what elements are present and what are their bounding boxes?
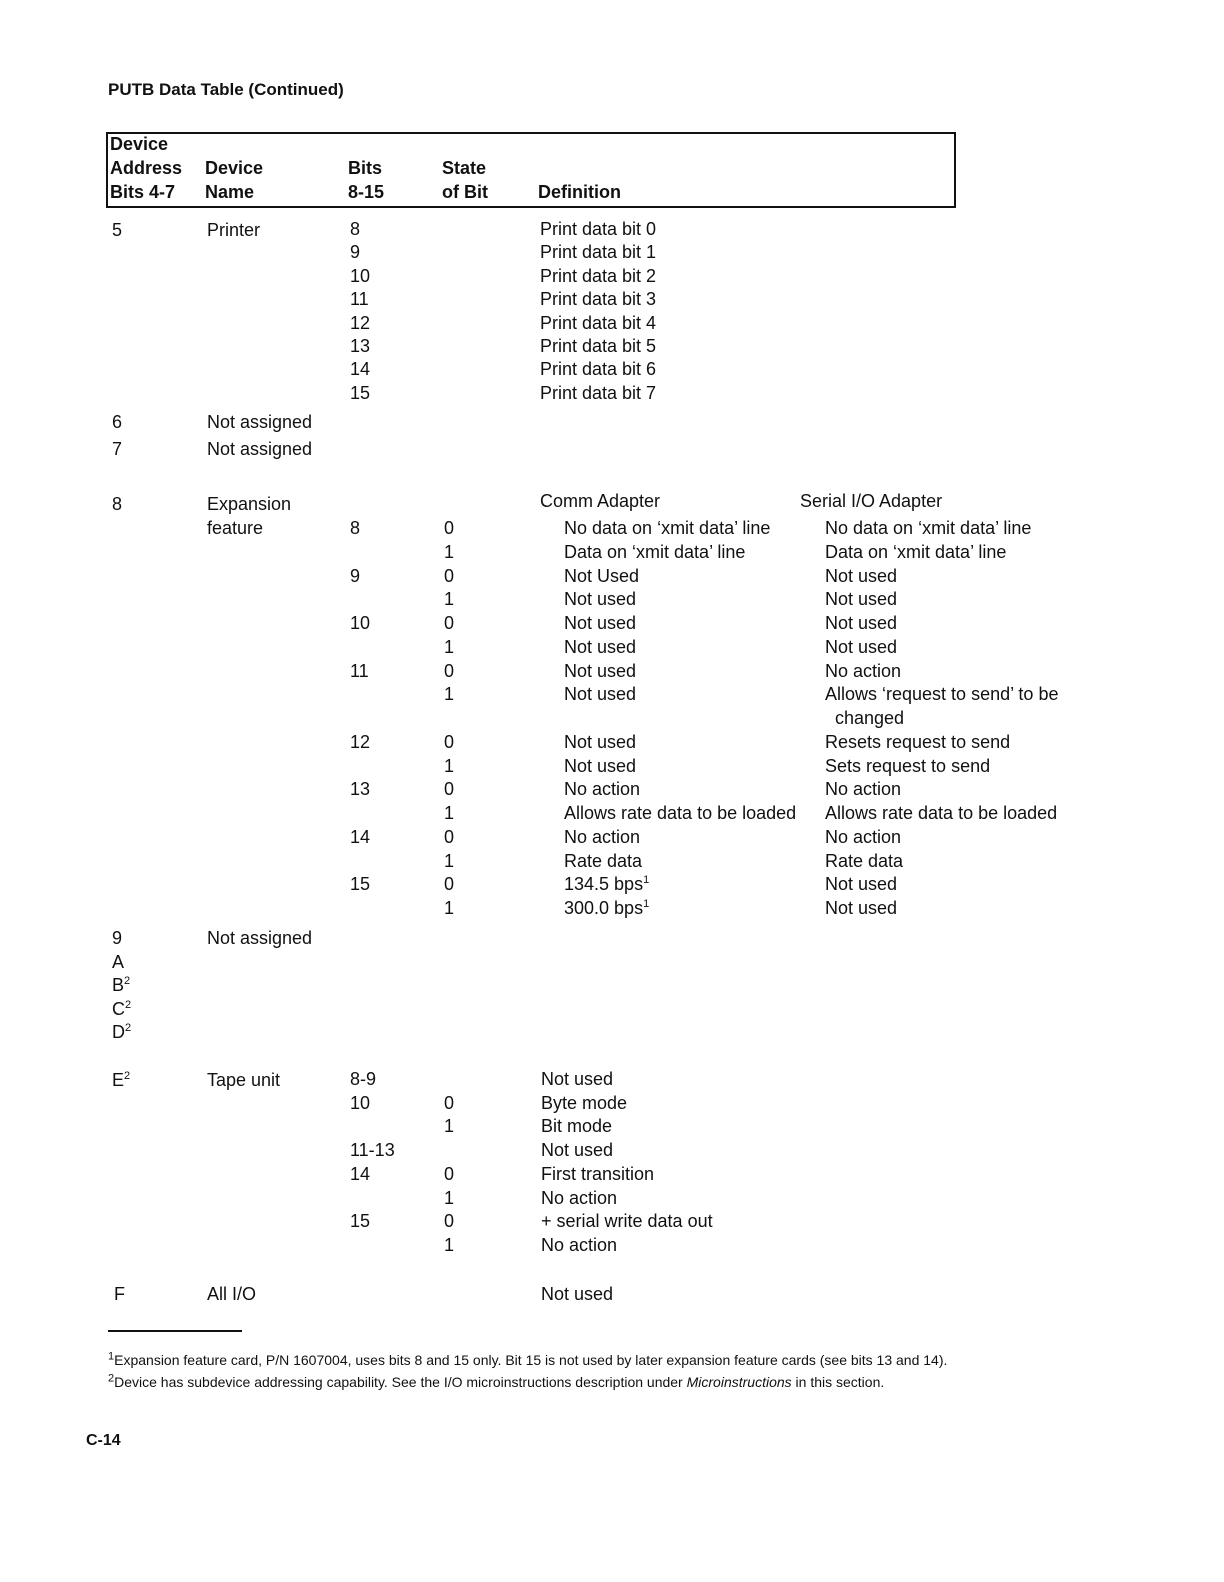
comm-definition: Not used <box>564 755 637 776</box>
device-name: Printer <box>207 220 261 240</box>
footnote-text: in this section. <box>791 1374 885 1390</box>
serial-definition: No data on ‘xmit data’ line <box>825 518 1032 538</box>
bit-state: 1 <box>444 1116 455 1137</box>
header-device-name: Device <box>205 158 264 178</box>
definition: Print data bit 3 <box>540 289 657 310</box>
bit-number: 13 <box>350 336 371 356</box>
header-device-address: Device <box>110 134 169 154</box>
footnote-1 <box>108 1352 947 1368</box>
header-bits: 8-15 <box>348 182 385 202</box>
header-definition: Definition <box>538 182 621 202</box>
comm-adapter-header: Comm Adapter <box>540 491 661 511</box>
serial-definition: Not used <box>825 636 898 657</box>
definition: Print data bit 5 <box>540 336 657 356</box>
footnote-ref: 2 <box>125 998 132 1011</box>
bit-state: 1 <box>444 1187 455 1208</box>
serial-definition: Data on ‘xmit data’ line <box>825 541 1007 562</box>
definition: Print data bit 0 <box>540 219 657 239</box>
comm-definition: Data on ‘xmit data’ line <box>564 541 746 562</box>
bit-number: 14 <box>350 1163 371 1184</box>
bit-state: 1 <box>444 755 455 776</box>
serial-definition: Resets request to send <box>825 731 1011 752</box>
bit-number: 13 <box>350 779 371 800</box>
bit-state: 1 <box>444 684 455 705</box>
bit-state: 0 <box>444 1092 455 1113</box>
bit-state: 0 <box>444 779 455 800</box>
bit-state: 1 <box>444 589 455 610</box>
footnote-rule <box>108 1330 242 1332</box>
bit-state: 1 <box>444 541 455 562</box>
header-device-address: Address <box>110 158 183 178</box>
comm-definition: Not used <box>564 684 637 705</box>
comm-definition: No action <box>564 826 641 847</box>
device-address-label: E <box>112 1070 125 1090</box>
serial-definition: Not used <box>825 565 898 586</box>
serial-definition: Not used <box>825 589 898 610</box>
comm-definition <box>564 897 649 919</box>
bit-number: 8-9 <box>350 1069 377 1089</box>
page-title: PUTB Data Table (Continued) <box>108 80 344 99</box>
comm-definition <box>564 873 649 895</box>
device-name: Not assigned <box>207 928 313 948</box>
device-address <box>112 998 131 1020</box>
footnote-2 <box>108 1374 884 1390</box>
comm-definition: No action <box>564 779 641 800</box>
device-address <box>112 951 124 973</box>
bit-state: 0 <box>444 1163 455 1184</box>
serial-definition: Not used <box>825 613 898 633</box>
device-address-label: A <box>112 951 125 972</box>
bit-number: 14 <box>350 826 371 847</box>
bit-number: 10 <box>350 265 371 286</box>
device-address: 7 <box>112 439 123 459</box>
definition: + serial write data out <box>541 1211 713 1232</box>
device-name: Not assigned <box>207 439 313 459</box>
bit-state: 0 <box>444 826 455 847</box>
definition: Print data bit 4 <box>540 312 657 333</box>
device-address <box>112 927 122 949</box>
bit-number: 15 <box>350 1211 371 1232</box>
comm-definition-text: 134.5 bps <box>564 874 644 895</box>
bit-number: 15 <box>350 874 371 895</box>
device-name: Not assigned <box>207 412 313 432</box>
bit-number: 8 <box>350 219 361 239</box>
bit-number: 11-13 <box>350 1140 395 1161</box>
definition: No action <box>541 1187 618 1208</box>
device-address: 8 <box>112 494 123 514</box>
bit-state: 1 <box>444 898 455 918</box>
comm-definition: Not used <box>564 731 637 752</box>
header-device-address: Bits 4-7 <box>110 182 176 202</box>
footnote-text: Expansion feature card, P/N 1607004, uses bits 8 and 15 only. Bit 15 is not used by later expansion feature cards (see bits 13 and 14). <box>114 1352 948 1368</box>
header-state-of-bit: of Bit <box>442 182 488 202</box>
serial-definition: Rate data <box>825 850 904 871</box>
serial-definition: Allows rate data to be loaded <box>825 803 1058 823</box>
header-bits: Bits <box>348 158 383 178</box>
device-address <box>112 974 130 996</box>
serial-definition: No action <box>825 779 902 800</box>
footnote-ref: 1 <box>643 898 650 910</box>
bit-state: 0 <box>444 613 455 633</box>
device-address <box>112 1021 131 1043</box>
serial-definition: No action <box>825 826 902 847</box>
definition: Bit mode <box>541 1116 613 1137</box>
serial-definition: Sets request to send <box>825 755 991 776</box>
bit-number: 10 <box>350 1092 371 1113</box>
bit-state: 1 <box>444 803 455 823</box>
definition: Not used <box>541 1140 614 1161</box>
definition: Not used <box>541 1069 614 1089</box>
bit-number: 11 <box>350 289 369 310</box>
footnote-mark: 2 <box>108 1372 115 1385</box>
bit-number: 14 <box>350 359 371 380</box>
device-name: All I/O <box>207 1284 257 1304</box>
bit-number: 9 <box>350 242 361 263</box>
comm-definition: Not used <box>564 636 637 657</box>
bit-number: 9 <box>350 565 361 586</box>
device-name: feature <box>207 518 264 538</box>
device-address: F <box>114 1284 125 1304</box>
comm-definition-text: 300.0 bps <box>564 898 644 918</box>
bit-number: 8 <box>350 518 361 538</box>
bit-state: 0 <box>444 518 455 538</box>
bit-number: 12 <box>350 312 371 333</box>
definition: Not used <box>541 1284 614 1304</box>
comm-definition: No data on ‘xmit data’ line <box>564 518 771 538</box>
definition: Print data bit 2 <box>540 265 657 286</box>
device-address: 6 <box>112 412 123 432</box>
definition: Print data bit 1 <box>540 242 657 263</box>
bit-number: 15 <box>350 382 371 403</box>
device-address-label: C <box>112 998 125 1019</box>
device-address-label: D <box>112 1022 125 1043</box>
bit-state: 0 <box>444 874 455 895</box>
bit-number: 10 <box>350 613 371 633</box>
page-number: C-14 <box>86 1432 121 1449</box>
footnote-text: Device has subdevice addressing capability. See the I/O microinstructions description under <box>114 1374 687 1390</box>
serial-adapter-header: Serial I/O Adapter <box>800 491 943 511</box>
device-address-label: 9 <box>112 928 123 948</box>
device-name: Expansion <box>207 494 292 514</box>
footnote-mark: 1 <box>108 1350 115 1363</box>
device-address: 5 <box>112 220 123 240</box>
bit-state: 1 <box>444 850 455 871</box>
serial-definition: Not used <box>825 898 898 918</box>
footnote-text: Microinstructions <box>686 1374 792 1390</box>
serial-definition: Not used <box>825 874 898 895</box>
bit-state: 0 <box>444 660 455 681</box>
comm-definition: Rate data <box>564 850 643 871</box>
header-state-of-bit: State <box>442 158 487 178</box>
bit-state: 1 <box>444 1234 455 1255</box>
device-name: Tape unit <box>207 1070 281 1090</box>
comm-definition: Not used <box>564 613 637 633</box>
serial-definition: changed <box>835 708 905 728</box>
comm-definition: Not used <box>564 660 637 681</box>
definition: No action <box>541 1234 618 1255</box>
footnote-ref: 2 <box>125 1022 132 1035</box>
serial-definition: Allows ‘request to send’ to be <box>825 684 1059 705</box>
bit-number: 11 <box>350 660 369 681</box>
footnote-ref: 2 <box>124 975 131 988</box>
comm-definition: Not Used <box>564 565 640 586</box>
bit-number: 12 <box>350 731 371 752</box>
bit-state: 0 <box>444 731 455 752</box>
comm-definition: Allows rate data to be loaded <box>564 803 797 823</box>
bit-state: 0 <box>444 1211 455 1232</box>
definition: First transition <box>541 1163 655 1184</box>
serial-definition: No action <box>825 660 902 681</box>
definition: Print data bit 6 <box>540 359 657 380</box>
comm-definition: Not used <box>564 589 637 610</box>
definition: Byte mode <box>541 1092 628 1113</box>
bit-state: 1 <box>444 636 455 657</box>
bit-state: 0 <box>444 565 455 586</box>
footnote-ref: 2 <box>124 1070 131 1082</box>
header-device-name: Name <box>205 182 255 202</box>
device-address-label: B <box>112 975 125 996</box>
footnote-ref: 1 <box>643 874 650 887</box>
definition: Print data bit 7 <box>540 382 657 403</box>
device-address <box>112 1069 130 1091</box>
